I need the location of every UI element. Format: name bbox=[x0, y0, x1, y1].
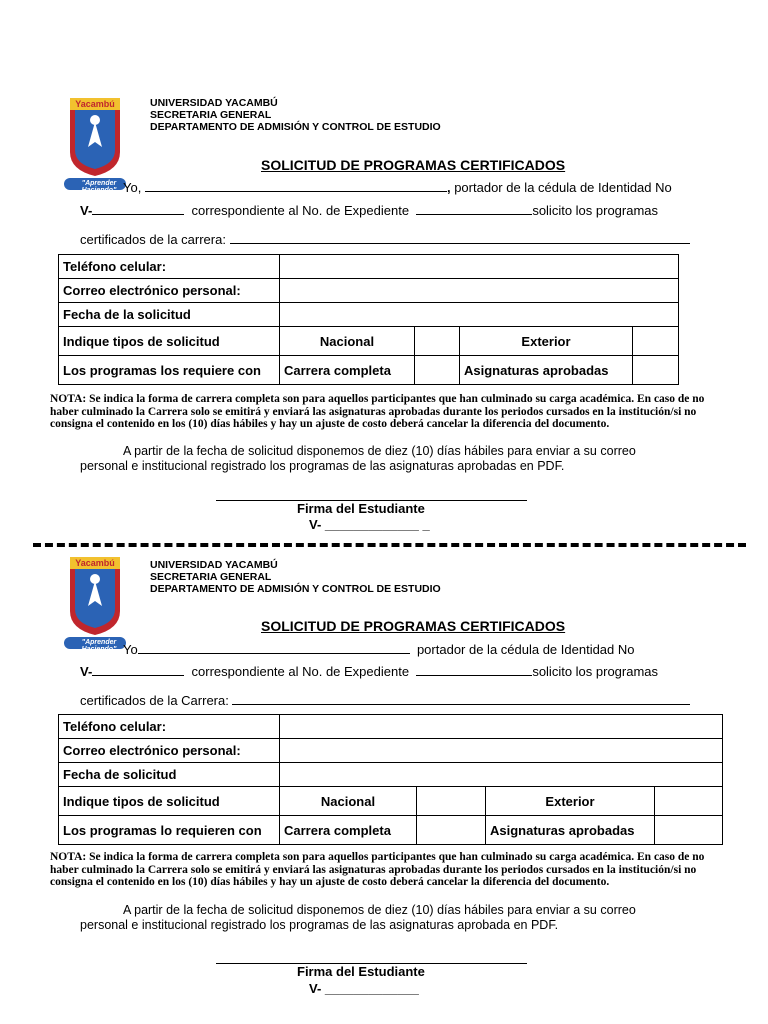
table-row bbox=[59, 739, 723, 763]
form-title: SOLICITUD DE PROGRAMAS CERTIFICADOS bbox=[261, 157, 566, 173]
logo-top-text: universidad bbox=[82, 93, 108, 99]
logo-name: Yacambú bbox=[75, 99, 115, 109]
solicitud-table bbox=[58, 714, 723, 845]
telefono-label: Teléfono celular: bbox=[59, 255, 280, 279]
table-row bbox=[59, 787, 723, 816]
carrera-line bbox=[80, 231, 690, 247]
nota-body: Se indica la forma de carrera completa son para aquellos participantes que han culminado su carga académica. En caso de no haber culminado la Carrera solo se emitirá y enviará las asignaturas aprobadas durante los periodos cursados en la institución/si no consigna el contenido en los (10) días hábiles y hay un ajuste de costo deberá cancelar la diferencia del documento. bbox=[50, 393, 705, 430]
portador-label: portador de la cédula de Identidad No bbox=[416, 642, 635, 657]
header-block bbox=[150, 97, 441, 133]
expediente-field[interactable] bbox=[416, 202, 532, 215]
plazo-paragraph: A partir de la fecha de solicitud disponemos de diez (10) días hábiles para enviar a su correo personal e institucional registrado los programas de las asignaturas aprobadas en PDF. bbox=[80, 444, 636, 473]
yo-label: Yo bbox=[123, 642, 138, 657]
expediente-field[interactable] bbox=[416, 663, 532, 676]
carrera-field[interactable] bbox=[232, 692, 690, 705]
carrera-completa-checkbox[interactable] bbox=[417, 816, 486, 845]
correo-label: Correo electrónico personal: bbox=[59, 739, 280, 763]
telefono-label: Teléfono celular: bbox=[59, 715, 280, 739]
telefono-field[interactable] bbox=[280, 715, 723, 739]
carrera-field[interactable] bbox=[230, 231, 690, 244]
cedula-field[interactable] bbox=[92, 202, 184, 215]
cedula-field[interactable] bbox=[92, 663, 184, 676]
table-row bbox=[59, 255, 679, 279]
nacional-label: Nacional bbox=[280, 327, 415, 356]
header-secretaria: SECRETARIA GENERAL bbox=[150, 109, 272, 121]
portador-label: portador de la cédula de Identidad No bbox=[454, 180, 672, 195]
logo-motto: "Aprender Haciendo" bbox=[81, 180, 117, 194]
carrera-label: certificados de la carrera: bbox=[80, 232, 226, 247]
nacional-checkbox[interactable] bbox=[417, 787, 486, 816]
logo-top-text: universidad bbox=[82, 552, 108, 558]
asignaturas-aprobadas-checkbox[interactable] bbox=[633, 356, 679, 385]
fecha-field[interactable] bbox=[280, 763, 723, 787]
cut-line bbox=[33, 543, 746, 547]
nota-text bbox=[50, 851, 710, 889]
correo-field[interactable] bbox=[280, 279, 679, 303]
firma-label: Firma del Estudiante bbox=[297, 964, 425, 979]
table-row bbox=[59, 356, 679, 385]
solicito-label: solicito los programas bbox=[532, 203, 659, 218]
header-university: UNIVERSIDAD YACAMBÚ bbox=[150, 559, 278, 571]
asignaturas-aprobadas-label: Asignaturas aprobadas bbox=[486, 816, 655, 845]
solicito-label: solicito los programas bbox=[532, 664, 659, 679]
telefono-field[interactable] bbox=[280, 255, 679, 279]
nombre-field[interactable] bbox=[138, 641, 410, 654]
table-row bbox=[59, 303, 679, 327]
correo-field[interactable] bbox=[280, 739, 723, 763]
expediente-label: correspondiente al No. de Expediente bbox=[191, 664, 410, 679]
comma: , bbox=[446, 180, 451, 195]
fecha-field[interactable] bbox=[280, 303, 679, 327]
expediente-label: correspondiente al No. de Expediente bbox=[191, 203, 410, 218]
nombre-field[interactable] bbox=[145, 179, 447, 192]
table-row bbox=[59, 715, 723, 739]
firma-label: Firma del Estudiante bbox=[297, 501, 425, 516]
exterior-checkbox[interactable] bbox=[655, 787, 723, 816]
carrera-completa-checkbox[interactable] bbox=[415, 356, 460, 385]
yo-line bbox=[123, 179, 672, 195]
exterior-label: Exterior bbox=[460, 327, 633, 356]
nacional-checkbox[interactable] bbox=[415, 327, 460, 356]
nacional-label: Nacional bbox=[280, 787, 417, 816]
tipos-label: Indique tipos de solicitud bbox=[59, 787, 280, 816]
requiere-label: Los programas lo requieren con bbox=[59, 816, 280, 845]
exterior-label: Exterior bbox=[486, 787, 655, 816]
fecha-label: Fecha de la solicitud bbox=[59, 303, 280, 327]
carrera-completa-label: Carrera completa bbox=[280, 816, 417, 845]
asignaturas-aprobadas-label: Asignaturas aprobadas bbox=[460, 356, 633, 385]
carrera-completa-label: Carrera completa bbox=[280, 356, 415, 385]
correo-label: Correo electrónico personal: bbox=[59, 279, 280, 303]
nota-text bbox=[50, 393, 710, 431]
table-row bbox=[59, 816, 723, 845]
cedula-line bbox=[80, 202, 658, 218]
logo-motto: "Aprender Haciendo" bbox=[81, 639, 117, 653]
table-row bbox=[59, 327, 679, 356]
yo-label: Yo, bbox=[123, 180, 142, 195]
header-departamento: DEPARTAMENTO DE ADMISIÓN Y CONTROL DE ESTUDIO bbox=[150, 583, 441, 595]
tipos-label: Indique tipos de solicitud bbox=[59, 327, 280, 356]
carrera-line bbox=[80, 692, 690, 708]
logo-name: Yacambú bbox=[75, 558, 115, 568]
form-title: SOLICITUD DE PROGRAMAS CERTIFICADOS bbox=[261, 618, 566, 634]
header-secretaria: SECRETARIA GENERAL bbox=[150, 571, 272, 583]
cedula-line bbox=[80, 663, 658, 679]
table-row bbox=[59, 763, 723, 787]
v-label: V- bbox=[80, 203, 93, 218]
fecha-label: Fecha de solicitud bbox=[59, 763, 280, 787]
header-departamento: DEPARTAMENTO DE ADMISIÓN Y CONTROL DE ESTUDIO bbox=[150, 121, 441, 133]
table-row bbox=[59, 279, 679, 303]
firma-cedula: V- _____________ bbox=[309, 981, 419, 996]
plazo-paragraph: A partir de la fecha de solicitud disponemos de diez (10) días hábiles para enviar a su correo personal e institucional registrado los programas de las asignaturas aprobada en PDF. bbox=[80, 903, 636, 932]
nota-body: Se indica la forma de carrera completa son para aquellos participantes que han culminado su carga académica. En caso de no haber culminado la Carrera solo se emitirá y enviará las asignaturas aprobadas durante los periodos cursados en la institución/si no consigna el contenido en los (10) días hábiles y hay un ajuste de costo deberá cancelar la diferencia del documento. bbox=[50, 851, 705, 888]
asignaturas-aprobadas-checkbox[interactable] bbox=[655, 816, 723, 845]
yo-line bbox=[123, 641, 635, 657]
v-label: V- bbox=[80, 664, 93, 679]
solicitud-table bbox=[58, 254, 679, 385]
exterior-checkbox[interactable] bbox=[633, 327, 679, 356]
requiere-label: Los programas los requiere con bbox=[59, 356, 280, 385]
nota-label: NOTA: bbox=[50, 393, 87, 405]
header-university: UNIVERSIDAD YACAMBÚ bbox=[150, 97, 278, 109]
carrera-label: certificados de la Carrera: bbox=[80, 693, 229, 708]
header-block bbox=[150, 559, 441, 595]
firma-cedula: V- _____________ _ bbox=[309, 517, 430, 532]
nota-label: NOTA: bbox=[50, 851, 87, 863]
